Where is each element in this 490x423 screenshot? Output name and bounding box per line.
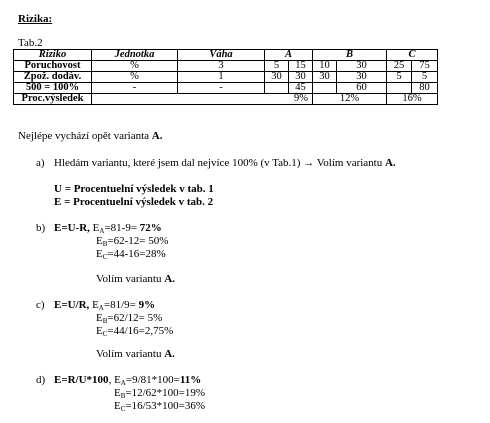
cell-a1 — [265, 83, 289, 94]
item-c-ea-symbol: E — [92, 299, 99, 311]
conclusion-line — [18, 130, 162, 142]
item-c-ea-result: 9% — [138, 299, 156, 311]
proc-result-b: 12% — [313, 94, 387, 105]
item-b-line-a — [54, 222, 162, 234]
item-b-ea-expr: =81-9= — [104, 222, 140, 234]
item-c-eb-sub: B — [102, 317, 108, 325]
item-c-ec-expr: =44/16=2,75% — [107, 325, 174, 337]
header-jednotka: Jednotka — [92, 50, 178, 61]
cell-c1: 5 — [387, 72, 412, 83]
item-d-ec-sub: C — [120, 405, 126, 413]
item-a-variant: A. — [384, 157, 396, 169]
cell-c2: 5 — [412, 72, 438, 83]
item-b-ec-expr: =44-16=28% — [107, 248, 166, 260]
definition-u: U = Procentuelní výsledek v tab. 1 — [54, 183, 214, 195]
table-header-row — [14, 50, 438, 61]
cell-b2: 30 — [337, 61, 387, 72]
item-d-ea-symbol: , E — [108, 374, 121, 386]
cell-b1 — [313, 83, 337, 94]
conclusion-variant: A. — [151, 130, 163, 142]
cell-a2: 30 — [289, 72, 313, 83]
item-d-line-c — [114, 400, 205, 412]
item-a-marker: a) — [36, 157, 45, 169]
item-d-line-a — [54, 374, 201, 386]
item-b-line-c — [96, 248, 166, 260]
proc-result-c: 16% — [387, 94, 438, 105]
item-c-eb-symbol: E — [96, 312, 103, 324]
header-vaha: Váha — [178, 50, 265, 61]
table-row — [14, 83, 438, 94]
item-b-choice — [96, 273, 175, 285]
row-label: 500 = 100% — [14, 83, 92, 94]
cell-c2: 75 — [412, 61, 438, 72]
header-variant-a: A — [265, 50, 313, 61]
item-b-eb-sub: B — [102, 240, 108, 248]
item-d-marker: d) — [36, 374, 46, 386]
row-label: Poruchovost — [14, 61, 92, 72]
item-d-eb-symbol: E — [114, 387, 121, 399]
item-b-choice-text: Volím variantu — [96, 273, 165, 285]
section-heading: Rizika: — [18, 13, 53, 25]
item-b-line-b — [96, 235, 168, 247]
cell-a1: 5 — [265, 61, 289, 72]
item-b-ec-symbol: E — [96, 248, 103, 260]
risk-table — [13, 49, 438, 105]
item-c-choice-variant: A. — [164, 348, 175, 360]
cell-a1: 30 — [265, 72, 289, 83]
proc-result-row — [14, 94, 438, 105]
item-a-text — [54, 157, 396, 169]
item-d-eb-expr: =12/62*100=19% — [125, 387, 206, 399]
cell-b1: 10 — [313, 61, 337, 72]
cell-b1: 30 — [313, 72, 337, 83]
item-c-formula: E=U/R, — [54, 299, 93, 311]
row-label: Zpož. dodáv. — [14, 72, 92, 83]
table-caption: Tab.2 — [18, 37, 43, 49]
item-b-ec-sub: C — [102, 253, 108, 261]
cell-unit: % — [92, 72, 178, 83]
item-b-eb-expr: =62-12= 50% — [107, 235, 169, 247]
cell-weight: - — [178, 83, 265, 94]
cell-a2: 45 — [289, 83, 313, 94]
item-c-ec-sub: C — [102, 330, 108, 338]
item-c-marker: c) — [36, 299, 45, 311]
item-c-choice — [96, 348, 175, 360]
item-d-eb-sub: B — [120, 392, 126, 400]
item-d-line-b — [114, 387, 205, 399]
header-variant-c: C — [387, 50, 438, 61]
item-c-line-c — [96, 325, 173, 337]
row-label: Proc.výsledek — [14, 94, 92, 105]
table-row — [14, 61, 438, 72]
cell-a2: 15 — [289, 61, 313, 72]
header-variant-b: B — [313, 50, 387, 61]
item-c-ea-expr: =81/9= — [103, 299, 139, 311]
cell-c2: 80 — [412, 83, 438, 94]
item-d-ea-sub: A — [120, 379, 126, 387]
item-c-line-b — [96, 312, 162, 324]
table-row — [14, 72, 438, 83]
cell-unit: % — [92, 61, 178, 72]
item-b-marker: b) — [36, 222, 46, 234]
cell-c1 — [387, 83, 412, 94]
item-b-eb-symbol: E — [96, 235, 103, 247]
item-c-choice-text: Volím variantu — [96, 348, 165, 360]
cell-weight: 3 — [178, 61, 265, 72]
item-b-choice-variant: A. — [164, 273, 175, 285]
header-riziko: Riziko — [14, 50, 92, 61]
cell-weight: 1 — [178, 72, 265, 83]
cell-unit: - — [92, 83, 178, 94]
item-c-eb-expr: =62/12= 5% — [107, 312, 163, 324]
item-d-ea-expr: =9/81*100= — [125, 374, 180, 386]
item-c-line-a — [54, 299, 155, 311]
item-c-ea-sub: A — [98, 304, 104, 312]
conclusion-text: Nejlépe vychází opět varianta — [18, 130, 152, 142]
item-d-ea-result: 11% — [179, 374, 202, 386]
item-d-ec-expr: =16/53*100=36% — [125, 400, 206, 412]
item-d-ec-symbol: E — [114, 400, 121, 412]
proc-result-a: 9% — [92, 94, 313, 105]
item-a-sentence: Hledám variantu, které jsem dal nejvíce 100% (v Tab.1) → Volím variantu — [54, 157, 385, 169]
definition-e: E = Procentuelní výsledek v tab. 2 — [54, 196, 214, 208]
item-b-ea-symbol: E — [92, 222, 100, 234]
cell-b2: 60 — [337, 83, 387, 94]
item-b-ea-result: 72% — [139, 222, 162, 234]
cell-c1: 25 — [387, 61, 412, 72]
item-b-formula: E=U-R, — [54, 222, 93, 234]
item-b-ea-sub: A — [99, 227, 105, 235]
item-d-formula: E=R/U*100 — [54, 374, 109, 386]
item-c-ec-symbol: E — [96, 325, 103, 337]
cell-b2: 30 — [337, 72, 387, 83]
